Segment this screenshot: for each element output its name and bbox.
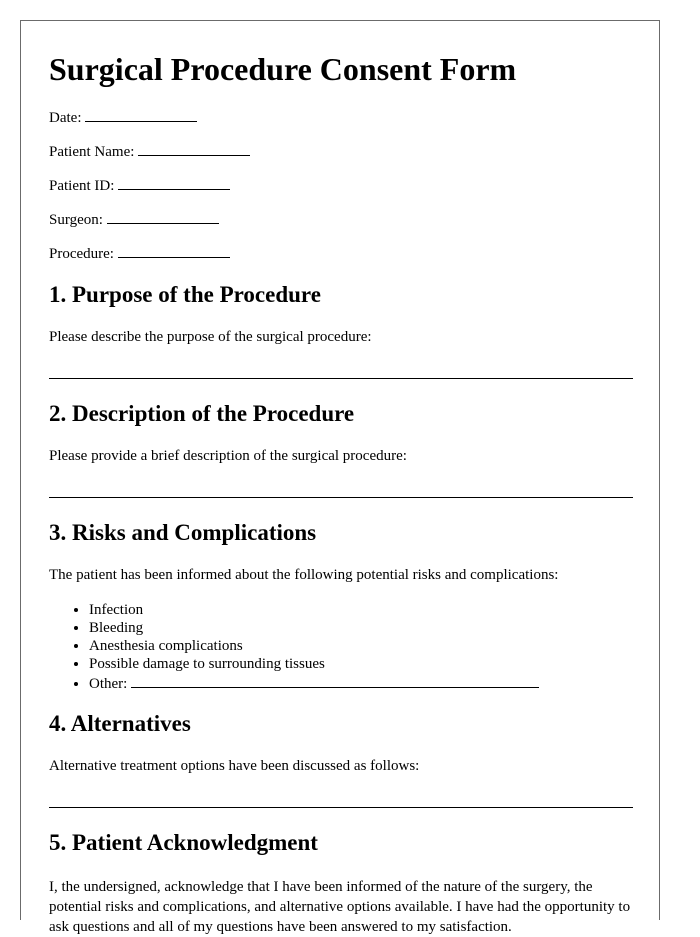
patient-id-blank[interactable] [118,175,230,190]
section-alternatives-heading: 4. Alternatives [49,711,191,736]
patient-name-label: Patient Name: [49,144,135,160]
acknowledgment-text: I, the undersigned, acknowledge that I have been informed of the nature of the surgery, the potential risks and complications, and alternative options available. I have had the opportunity to ask questions and all of my questions have been answered to my satisfaction. [49,879,631,935]
risks-list [49,601,539,693]
procedure-blank[interactable] [118,243,230,258]
date-blank[interactable] [85,107,197,122]
section-risks-heading: 3. Risks and Complications [49,520,317,545]
patient-id-field [49,175,230,195]
surgeon-label: Surgeon: [49,212,103,228]
alternatives-prompt: Alternative treatment options have been discussed as follows: [49,758,420,774]
list-item-other [89,673,539,693]
list-item: • Possible damage to surrounding tissues [89,655,539,673]
patient-id-label: Patient ID: [49,178,115,194]
purpose-answer-line[interactable] [49,378,633,379]
form-title: Surgical Procedure Consent Form [49,51,517,87]
patient-name-field [49,141,250,161]
date-label: Date: [49,110,82,126]
description-answer-line[interactable] [49,497,633,498]
list-item: • Bleeding [89,619,539,637]
date-field [49,107,197,127]
section-acknowledgment-heading: 5. Patient Acknowledgment [49,830,318,855]
procedure-label: Procedure: [49,246,114,262]
other-risk-blank[interactable] [131,673,539,688]
section-description-heading: 2. Description of the Procedure [49,401,355,426]
surgeon-field [49,209,219,229]
patient-name-blank[interactable] [138,141,250,156]
risks-prompt: The patient has been informed about the following potential risks and complications: [49,567,559,583]
description-prompt: Please provide a brief description of the surgical procedure: [49,448,407,464]
purpose-prompt: Please describe the purpose of the surgical procedure: [49,329,372,345]
list-item: • Infection [89,601,539,619]
surgeon-blank[interactable] [107,209,219,224]
other-label: Other: [89,676,128,692]
alternatives-answer-line[interactable] [49,807,633,808]
section-purpose-heading: 1. Purpose of the Procedure [49,282,321,307]
consent-form-page [20,20,660,935]
list-item: • Anesthesia complications [89,637,539,655]
procedure-field [49,243,230,263]
